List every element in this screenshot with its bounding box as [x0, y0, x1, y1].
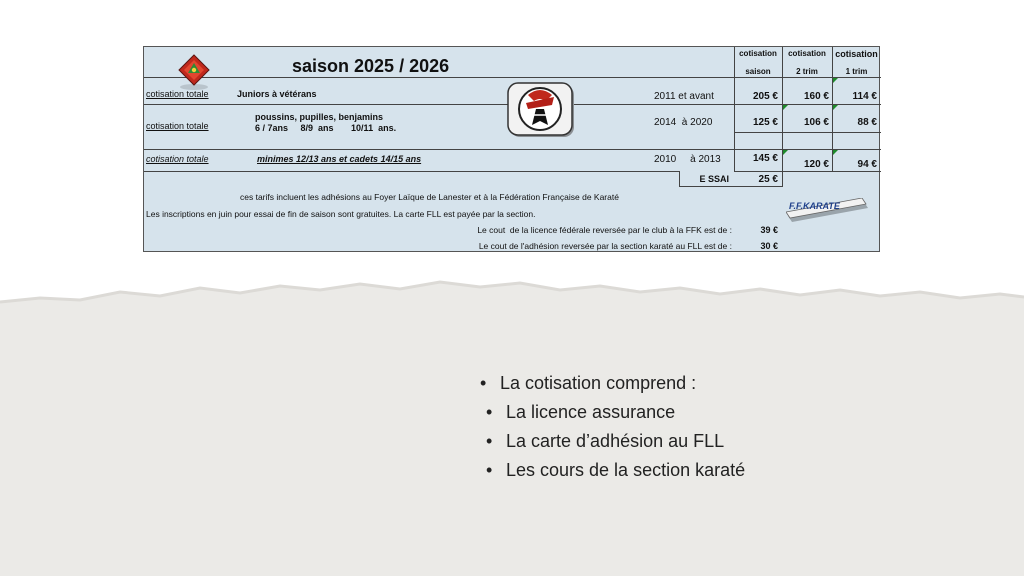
row2-years: 2014 à 2020: [654, 117, 713, 128]
note-adhesion-value: 30 €: [760, 241, 778, 251]
row3-label: cotisation totale: [146, 154, 209, 164]
grid-line: [144, 171, 679, 172]
row1-label: cotisation totale: [146, 89, 209, 99]
header-2trim-line2: 2 trim: [796, 67, 818, 76]
note-tarifs: ces tarifs incluent les adhésions au Foyer Laïque de Lanester et à la Fédération Française de Karaté: [240, 192, 619, 202]
grid-line: [734, 132, 881, 133]
row1-trim2: 160 €: [803, 91, 829, 102]
club-logo-icon: [176, 53, 212, 91]
bullet-item: • La licence assurance: [484, 401, 745, 430]
row1-saison: 205 €: [752, 91, 778, 102]
grid-line: [144, 149, 881, 150]
row2-trim1: 88 €: [857, 117, 877, 128]
header-1trim-line2: 1 trim: [845, 67, 868, 76]
cell-marker-icon: [833, 105, 838, 110]
grid-line: [679, 186, 783, 187]
essai-value: 25 €: [758, 174, 778, 185]
fee-table: [143, 46, 880, 252]
row1-trim1: 114 €: [852, 91, 877, 102]
cell-marker-icon: [783, 150, 788, 155]
note-licence-label: Le cout de la licence fédérale reversée par le club à la FFK est de :: [477, 225, 732, 235]
row3-category: minimes 12/13 ans et cadets 14/15 ans: [257, 154, 422, 164]
row2-category-line2: 6 / 7ans 8/9 ans 10/11 ans.: [255, 123, 397, 133]
row3-saison: 145 €: [752, 153, 778, 164]
note-licence-value: 39 €: [760, 225, 778, 235]
row2-saison: 125 €: [752, 117, 778, 128]
grid-line: [144, 77, 881, 78]
essai-label: E SSAI: [699, 174, 729, 184]
grid-line: [734, 47, 735, 171]
row2-label: cotisation totale: [146, 121, 209, 131]
note-inscriptions: Les inscriptions en juin pour essai de fin de saison sont gratuites. La carte FLL est payée par la section.: [146, 209, 536, 219]
row3-years: 2010 à 2013: [654, 154, 721, 165]
season-title: saison 2025 / 2026: [292, 56, 450, 76]
cell-marker-icon: [783, 105, 788, 110]
header-1trim-line1: cotisation: [835, 49, 878, 59]
row2-category-line1: poussins, pupilles, benjamins: [255, 112, 384, 122]
row3-trim1: 94 €: [857, 159, 877, 170]
cotisation-bullet-list: [478, 372, 745, 488]
row2-trim2: 106 €: [803, 117, 829, 128]
row1-category: Juniors à vétérans: [237, 89, 317, 99]
note-adhesion-label: Le cout de l'adhésion reversée par la section karaté au FLL est de :: [478, 241, 732, 251]
bullet-item: • La cotisation comprend :: [478, 372, 745, 401]
bullet-item: • Les cours de la section karaté: [484, 459, 745, 488]
header-saison-line2: saison: [745, 67, 771, 76]
karate-logo-icon: [506, 81, 578, 139]
cell-marker-icon: [833, 150, 838, 155]
ffk-logo-text: F.F.KARATE: [789, 201, 840, 211]
header-saison-line1: cotisation: [739, 49, 777, 58]
grid-line: [734, 171, 881, 172]
row3-trim2: 120 €: [803, 159, 829, 170]
row1-years: 2011 et avant: [654, 91, 714, 102]
header-2trim-line1: cotisation: [788, 49, 826, 58]
cell-marker-icon: [833, 78, 838, 83]
bullet-item: • La carte d’adhésion au FLL: [484, 430, 745, 459]
